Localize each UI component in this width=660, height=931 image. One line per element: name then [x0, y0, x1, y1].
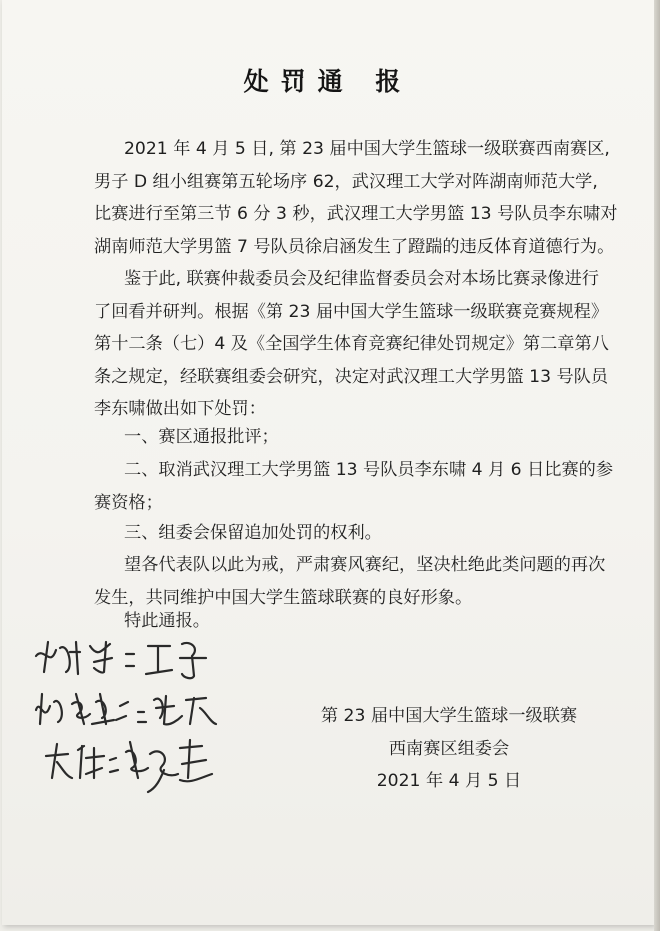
text-line: 二、取消武汉理工大学男篮 13 号队员李东啸 4 月 6 日比赛的参: [124, 460, 614, 480]
document-page: [2, 0, 654, 925]
penalty-item-2: [94, 454, 624, 519]
handwritten-signatures: [30, 628, 260, 798]
text-line: 鉴于此, 联赛仲裁委员会及纪律监督委员会对本场比赛录像进行: [124, 269, 599, 289]
penalty-item-3: [124, 517, 624, 550]
text-line: 发生，共同维护中国大学生篮球联赛的良好形象。: [94, 587, 473, 608]
text-line: 一、赛区通报批评；: [124, 427, 279, 447]
issuer-block: [320, 700, 578, 798]
issuer-org-line-2: 西南赛区组委会: [388, 738, 510, 759]
text-line: 三、组委会保留追加处罚的权利。: [124, 523, 382, 543]
paragraph-review: [94, 263, 624, 426]
penalty-item-1: [124, 421, 624, 454]
text-line: 望各代表队以此为戒，严肃赛风赛纪，坚决杜绝此类问题的再次: [124, 555, 606, 575]
text-line: 第十二条（七）4 及《全国学生体育竞赛纪律处罚规定》第二章第八: [94, 334, 609, 354]
signature-scribble-icon: [30, 628, 260, 798]
document-title: 处罚通 报: [243, 67, 413, 96]
text-line: 了回看并研判。根据《第 23 届中国大学生篮球一级联赛竞赛规程》: [94, 301, 609, 322]
text-line: 李东啸做出如下处罚：: [94, 399, 266, 419]
text-line: 男子 D 组小组赛第五轮场序 62，武汉理工大学对阵湖南师范大学,: [94, 171, 598, 192]
text-line: 2021 年 4 月 5 日, 第 23 届中国大学生篮球一级联赛西南赛区,: [124, 139, 610, 159]
text-line: 特此通报。: [124, 611, 210, 631]
page-edge-shadow: [654, 0, 660, 931]
text-line: 湖南师范大学男篮 7 号队员徐启涵发生了蹬踹的违反体育道德行为。: [94, 236, 615, 257]
text-line: 赛资格；: [94, 492, 163, 513]
text-line: 比赛进行至第三节 6 分 3 秒，武汉理工大学男篮 13 号队员李东啸对: [94, 204, 618, 224]
issuer-date: 2021 年 4 月 5 日: [376, 771, 522, 791]
text-line: 条之规定，经联赛组委会研究，决定对武汉理工大学男篮 13 号队员: [94, 366, 609, 387]
paragraph-incident: [94, 133, 624, 263]
issuer-org-line-1: 第 23 届中国大学生篮球一级联赛: [320, 706, 578, 726]
